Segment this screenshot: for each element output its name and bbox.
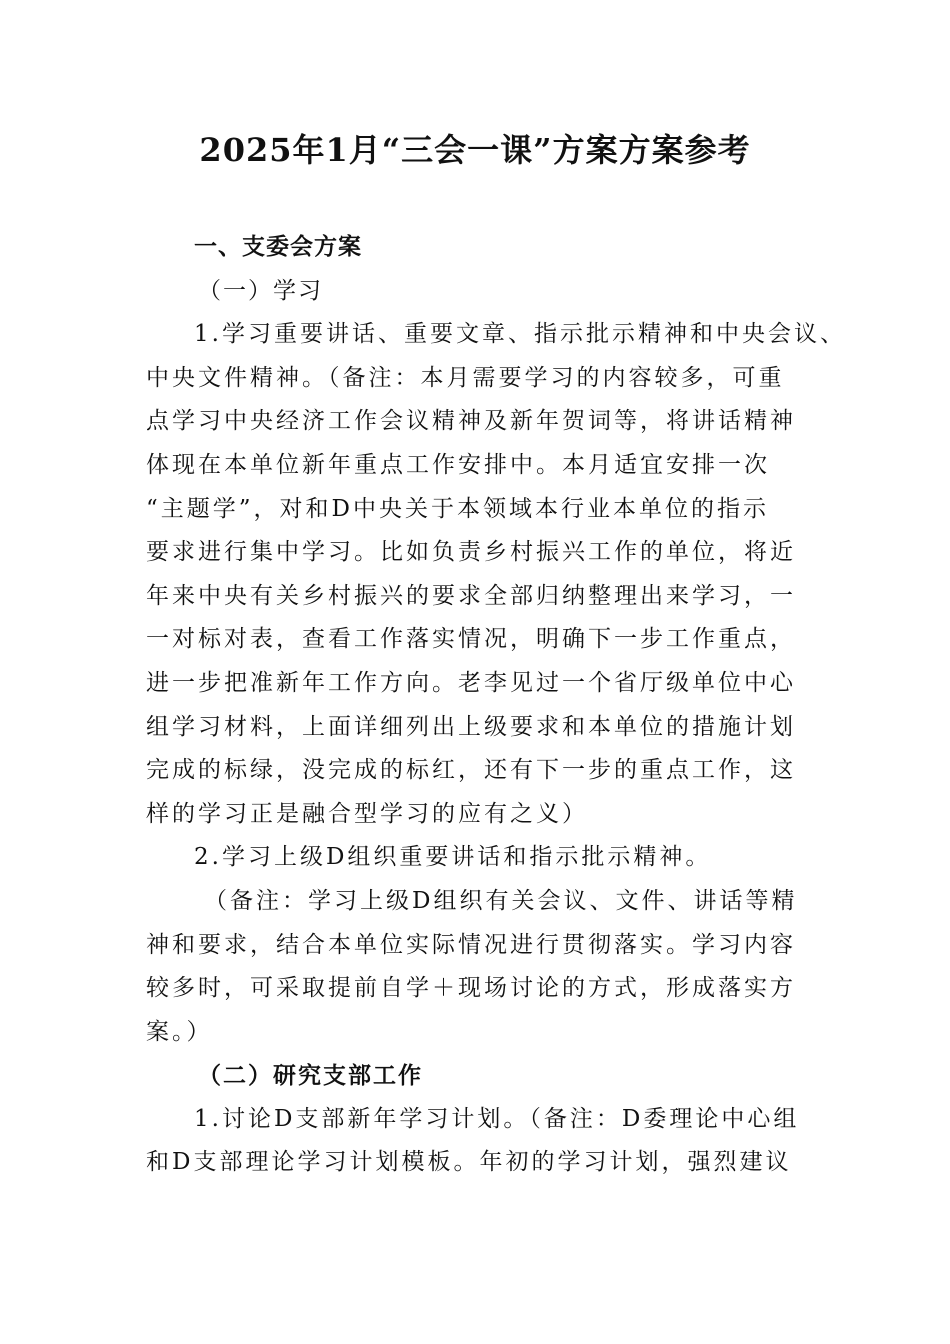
paragraph-line: 1.讨论D支部新年学习计划。（备注：D委理论中心组 xyxy=(194,1105,800,1132)
document-body xyxy=(146,226,846,1185)
paragraph-line: 中央文件精神。（备注：本月需要学习的内容较多，可重 xyxy=(146,364,785,391)
paragraph-line: （备注：学习上级D组织有关会议、文件、讲话等精 xyxy=(204,887,798,914)
paragraph-line: 体现在本单位新年重点工作安排中。本月适宜安排一次 xyxy=(146,451,770,478)
section-heading-1: 一、支委会方案 xyxy=(194,234,362,260)
subsection-heading-branch-work: （二）研究支部工作 xyxy=(198,1062,423,1090)
paragraph-line: 组学习材料，上面详细列出上级要求和本单位的措施计划 xyxy=(146,713,796,740)
paragraph-line: 神和要求，结合本单位实际情况进行贯彻落实。学习内容 xyxy=(146,931,796,958)
paragraph-line: 一对标对表，查看工作落实情况，明确下一步工作重点， xyxy=(146,626,796,653)
paragraph-line: 和D支部理论学习计划模板。年初的学习计划，强烈建议 xyxy=(146,1149,792,1176)
paragraph-line: 1.学习重要讲话、重要文章、指示批示精神和中央会议、 xyxy=(194,321,846,348)
paragraph-line: 案。） xyxy=(146,1018,213,1045)
paragraph-line: 点学习中央经济工作会议精神及新年贺词等，将讲话精神 xyxy=(146,408,796,435)
document-title: 2025年1月“三会一课”方案方案参考 xyxy=(199,131,751,169)
paragraph-line: 较多时，可采取提前自学＋现场讨论的方式，形成落实方 xyxy=(146,975,796,1002)
paragraph-line: 进一步把准新年工作方向。老李见过一个省厅级单位中心 xyxy=(146,669,796,696)
paragraph-line: 年来中央有关乡村振兴的要求全部归纳整理出来学习，一 xyxy=(146,582,796,609)
paragraph-line: 2.学习上级D组织重要讲话和指示批示精神。 xyxy=(194,844,712,871)
paragraph-line: 样的学习正是融合型学习的应有之义） xyxy=(146,800,588,827)
subsection-heading-study: （一）学习 xyxy=(198,277,323,304)
paragraph-line: 完成的标绿，没完成的标红，还有下一步的重点工作，这 xyxy=(146,757,796,784)
paragraph-line: 要求进行集中学习。比如负责乡村振兴工作的单位，将近 xyxy=(146,539,796,566)
paragraph-line: “主题学”，对和D中央关于本领域本行业本单位的指示 xyxy=(146,495,769,522)
